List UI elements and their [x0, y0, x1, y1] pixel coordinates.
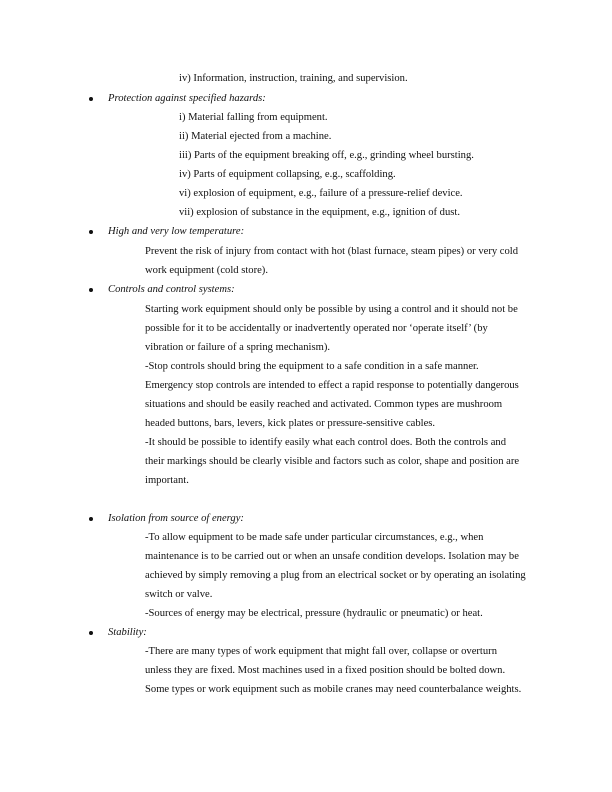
paragraph-line: switch or valve. — [145, 589, 213, 600]
paragraph-line: -Sources of energy may be electrical, pressure (hydraulic or pneumatic) or heat. — [145, 608, 483, 619]
paragraph-line: Prevent the risk of injury from contact with hot (blast furnace, steam pipes) or very cold — [145, 246, 519, 257]
section-heading: High and very low temperature: — [108, 226, 245, 237]
list-item: iii) Parts of the equipment breaking off, e.g., grinding wheel bursting. — [179, 150, 474, 161]
paragraph-line: Starting work equipment should only be possible by using a control and it should not be — [145, 304, 518, 315]
paragraph-line: headed buttons, bars, levers, kick plates or pressure-sensitive cables. — [145, 418, 436, 429]
list-item: i) Material falling from equipment. — [179, 112, 328, 123]
paragraph-line: unless they are fixed. Most machines used in a fixed position should be bolted down. — [145, 665, 506, 676]
list-item: iv) Parts of equipment collapsing, e.g., scaffolding. — [179, 169, 396, 180]
paragraph-line: vibration or failure of a spring mechanism). — [145, 342, 331, 353]
paragraph-line: -There are many types of work equipment that might fall over, collapse or overturn — [145, 646, 497, 657]
paragraph-line: situations and should be easily reached and activated. Common types are mushroom — [145, 399, 503, 410]
section-heading: Controls and control systems: — [108, 284, 235, 295]
section-heading: Protection against specified hazards: — [108, 93, 266, 104]
section-heading: Isolation from source of energy: — [108, 513, 244, 524]
paragraph-line: Emergency stop controls are intended to effect a rapid response to potentially dangerous — [145, 380, 519, 391]
paragraph-line: their markings should be clearly visible and factors such as color, shape and position are — [145, 456, 520, 467]
bullet-icon — [89, 97, 93, 101]
list-item: vii) explosion of substance in the equipment, e.g., ignition of dust. — [179, 207, 460, 218]
list-item: iv) Information, instruction, training, and supervision. — [179, 73, 408, 84]
bullet-icon — [89, 517, 93, 521]
paragraph-line: possible for it to be accidentally or inadvertently operated nor ‘operate itself’ (by — [145, 323, 488, 334]
paragraph-line: achieved by simply removing a plug from an electrical socket or by operating an isolating — [145, 570, 526, 581]
list-item: vi) explosion of equipment, e.g., failure of a pressure-relief device. — [179, 188, 463, 199]
section-heading: Stability: — [108, 627, 147, 638]
paragraph-line: -To allow equipment to be made safe under particular circumstances, e.g., when — [145, 532, 484, 543]
list-item: ii) Material ejected from a machine. — [179, 131, 332, 142]
bullet-icon — [89, 230, 93, 234]
bullet-icon — [89, 631, 93, 635]
paragraph-line: -Stop controls should bring the equipment to a safe condition in a safe manner. — [145, 361, 479, 372]
bullet-icon — [89, 288, 93, 292]
paragraph-line: -It should be possible to identify easily what each control does. Both the controls and — [145, 437, 506, 448]
paragraph-line: Some types or work equipment such as mobile cranes may need counterbalance weights. — [145, 684, 522, 695]
paragraph-line: important. — [145, 475, 189, 486]
paragraph-line: maintenance is to be carried out or when an unsafe condition develops. Isolation may be — [145, 551, 519, 562]
paragraph-line: work equipment (cold store). — [145, 265, 268, 276]
